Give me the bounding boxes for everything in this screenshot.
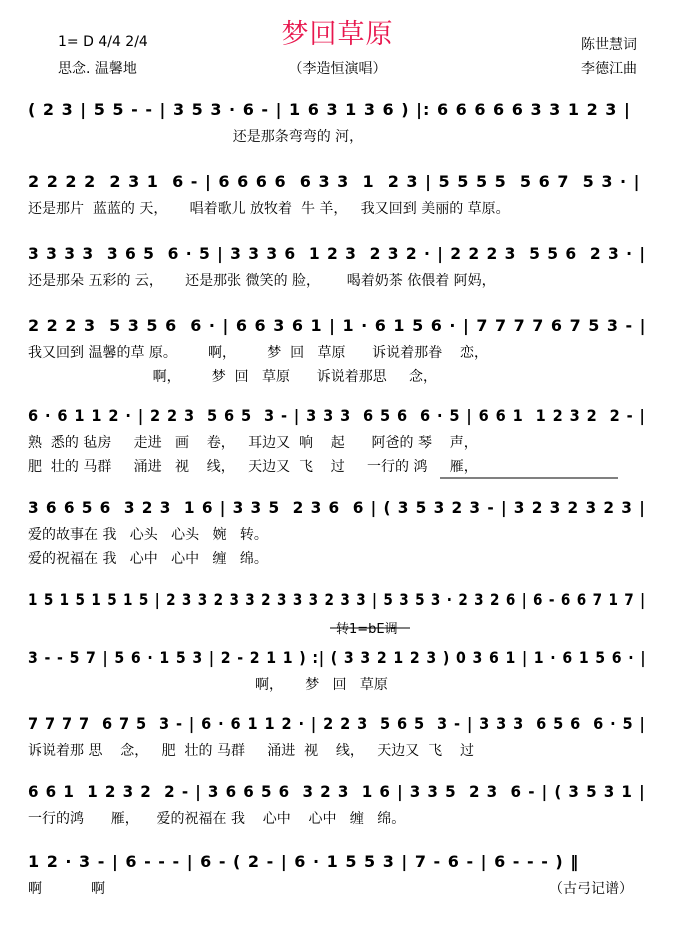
song-title: 梦回草原	[281, 19, 394, 50]
lyric-verse-1: 熟 悉的 毡房 走进 画 卷， 耳边又 响 起 阿爸的 琴 声，	[28, 435, 478, 451]
lyric-verse-1: 啊， 梦 回 草原	[28, 677, 388, 693]
modulation-marking: 转1=bE调	[336, 622, 398, 637]
lyric-verse-1: 一行的鸿 雁， 爱的祝福在 我 心中 心中 缠 绵。	[28, 811, 406, 827]
composer: 李德江曲	[581, 61, 637, 77]
lyric-verse-1: 还是那条弯弯的 河，	[28, 129, 364, 145]
transcriber-credit: （古弓记谱）	[549, 881, 633, 897]
notation-line: 2 2 2 3 5 3 5 6 6 · | 6 6 3 6 1 | 1 · 6 1 5 6 · | 7 7 7 7 6 7 5 3 - |	[28, 316, 647, 335]
notation-line: 1 5 1 5 1 5 1 5 | 2 3 3 2 3 3 2 3 3 3 2 3 3 | 5 3 5 3 · 2 3 2 6 | 6 - 6 6 7 1 7 |	[28, 590, 646, 609]
key-time-signature: 1= D 4/4 2/4	[58, 34, 148, 50]
lyric-verse-1: 还是那朵 五彩的 云， 还是那张 微笑的 脸， 喝着奶茶 依偎着 阿妈，	[28, 273, 496, 289]
notation-line: 6 6 1 1 2 3 2 2 - | 3 6 6 5 6 3 2 3 1 6 | 3 3 5 2 3 6 - | ( 3 5 3 1 |	[28, 782, 646, 801]
lyric-verse-1: 诉说着那 思 念， 肥 壮的 马群 涌进 视 线， 天边又 飞 过	[28, 743, 474, 759]
lyric-verse-1: 啊 啊	[28, 881, 105, 897]
notation-line: 2 2 2 2 2 3 1 6 - | 6 6 6 6 6 3 3 1 2 3 | 5 5 5 5 5 6 7 5 3 · |	[28, 172, 641, 191]
notation-line: 6 · 6 1 1 2 · | 2 2 3 5 6 5 3 - | 3 3 3 6 5 6 6 · 5 | 6 6 1 1 2 3 2 2 - |	[28, 406, 646, 425]
notation-line: ( 2 3 | 5 5 - - | 3 5 3 · 6 - | 1 6 3 1 3 6 ) |: 6 6 6 6 6 3 3 1 2 3 |	[28, 100, 631, 119]
notation-line: 3 6 6 5 6 3 2 3 1 6 | 3 3 5 2 3 6 6 | ( 3 5 3 2 3 - | 3 2 3 2 3 2 3 |	[28, 498, 646, 517]
notation-line: 3 - - 5 7 | 5 6 · 1 5 3 | 2 - 2 1 1 ) :| ( 3 3 2 1 2 3 ) 0 3 6 1 | 1 · 6 1 5 6 · |	[28, 648, 647, 667]
lyric-verse-1: 我又回到 温馨的草 原。 啊， 梦 回 草原 诉说着那眷 恋，	[28, 345, 488, 361]
notation-line: 1 2 · 3 - | 6 - - - | 6 - ( 2 - | 6 · 1 5 5 3 | 7 - 6 - | 6 - - - ) ‖	[28, 852, 580, 871]
lyric-verse-2: 肥 壮的 马群 涌进 视 线， 天边又 飞 过 一行的 鸿 雁，	[28, 459, 478, 475]
notation-line: 3 3 3 3 3 6 5 6 · 5 | 3 3 3 6 1 2 3 2 3 2 · | 2 2 2 3 5 5 6 2 3 · |	[28, 244, 646, 263]
lyric-verse-1: 还是那片 蓝蓝的 天， 唱着歌儿 放牧着 牛 羊， 我又回到 美丽的 草原。	[28, 201, 510, 217]
notation-line: 7 7 7 7 6 7 5 3 - | 6 · 6 1 1 2 · | 2 2 3 5 6 5 3 - | 3 3 3 6 5 6 6 · 5 |	[28, 714, 646, 733]
lyric-verse-2: 爱的祝福在 我 心中 心中 缠 绵。	[28, 551, 268, 567]
lyric-verse-2: 啊， 梦 回 草原 诉说着那思 念，	[28, 369, 437, 385]
lyricist: 陈世慧词	[581, 37, 637, 53]
performer: （李造恒演唱）	[288, 61, 387, 77]
expression-marking: 思念. 温馨地	[58, 61, 137, 77]
lyric-verse-1: 爱的故事在 我 心头 心头 婉 转。	[28, 527, 268, 543]
